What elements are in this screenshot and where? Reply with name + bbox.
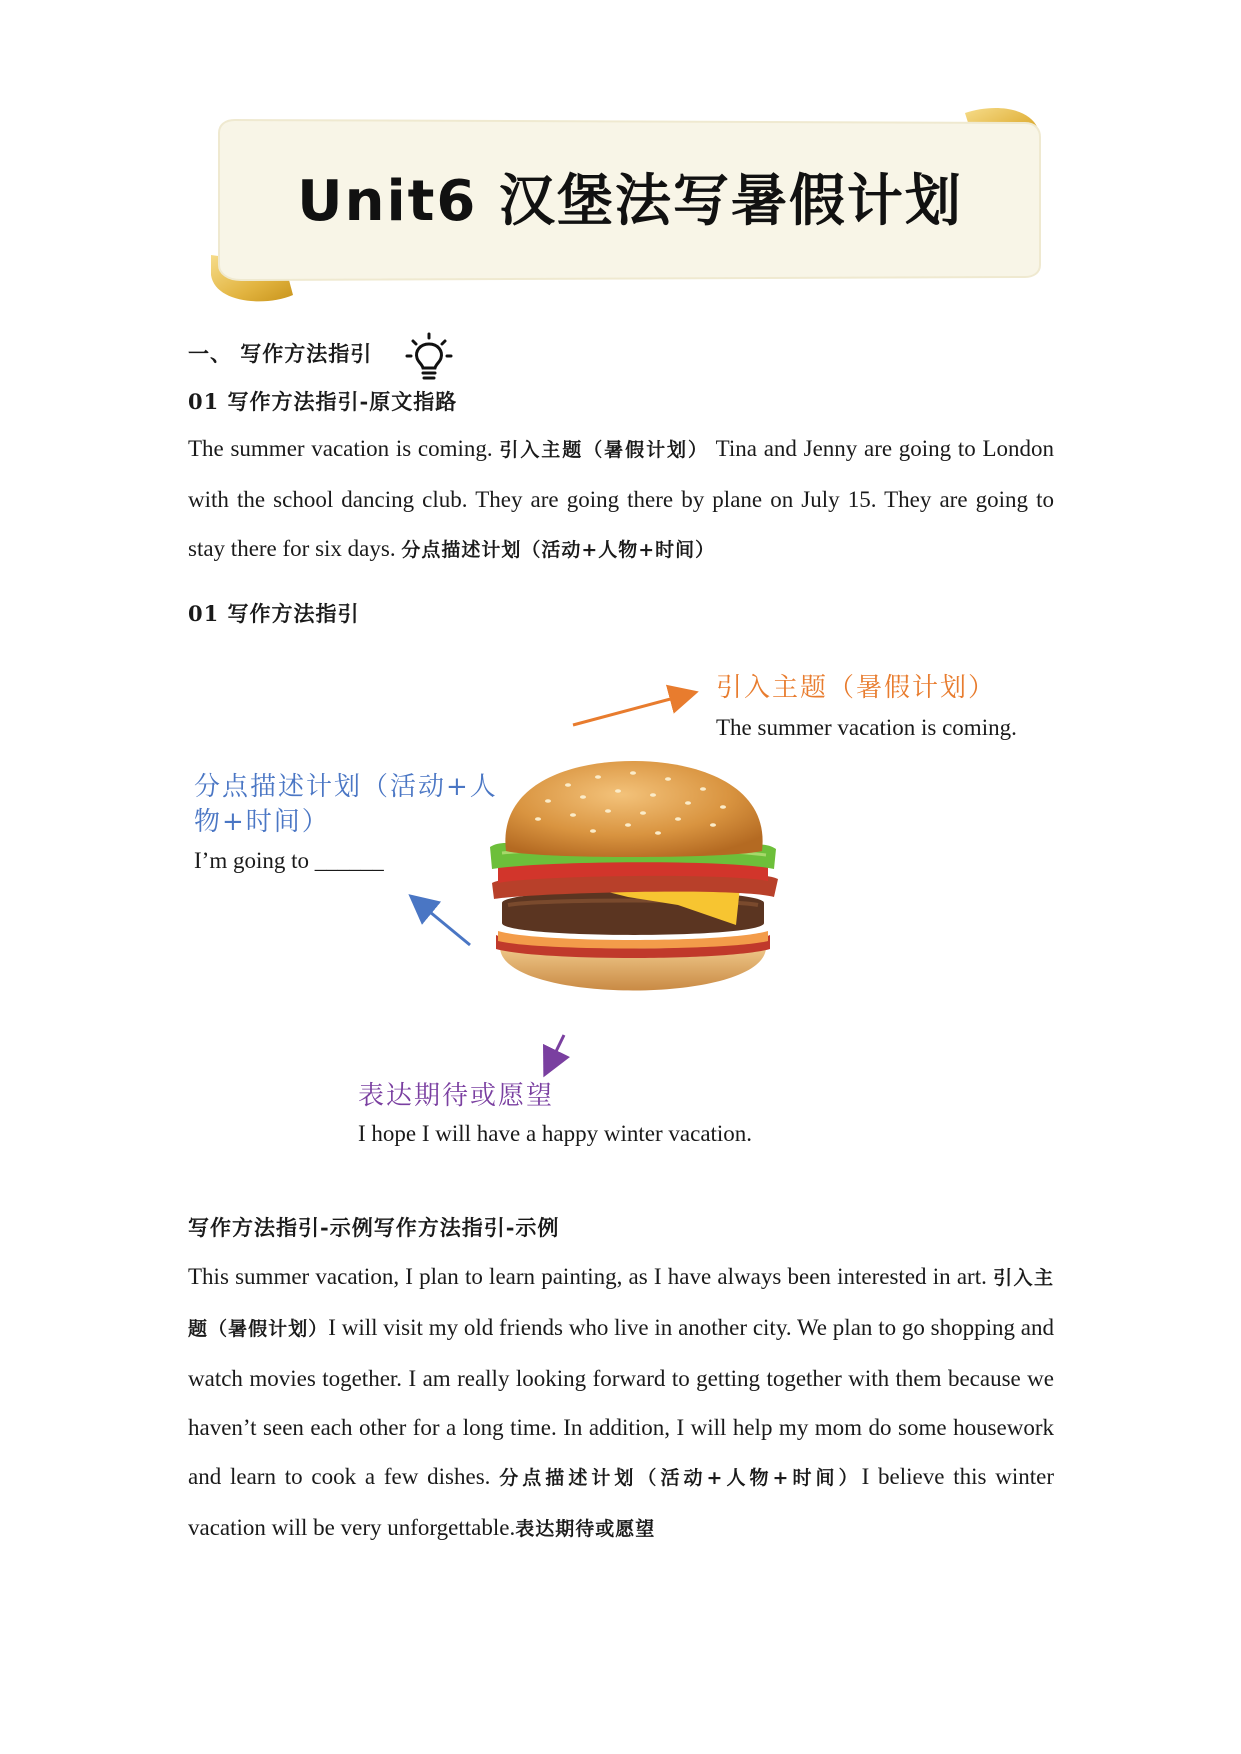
tag-describe-plan: 分点描述计划（活动+人物+时间）: [401, 539, 716, 561]
section-heading-text: 一、 写作方法指引: [188, 341, 373, 366]
arrow-orange: [573, 693, 693, 725]
example-tag-wish: 表达期待或愿望: [515, 1518, 656, 1540]
page-title: Unit6 汉堡法写暑假计划: [297, 169, 963, 234]
original-sentence-1: The summer vacation is coming.: [188, 436, 493, 461]
section-heading: [188, 338, 372, 368]
example-passage: [188, 1252, 1054, 1554]
title-banner: [205, 105, 1055, 305]
example-tag-plan: 分点描述计划（活动+人物+时间）: [499, 1467, 862, 1489]
example-sentence-1: This summer vacation, I plan to learn painting, as I have always been interested in art.: [188, 1264, 987, 1289]
arrow-purple: [546, 1035, 564, 1072]
text-intro-example: The summer vacation is coming.: [716, 715, 1017, 740]
hamburger-illustration: [478, 755, 788, 1020]
subheading-method: 01 写作方法指引: [188, 601, 360, 626]
label-express-wish: 表达期待或愿望: [358, 1081, 555, 1111]
label-describe-plan: 分点描述计划（活动+人物+时间）: [194, 772, 498, 837]
subheading-example: 写作方法指引-示例写作方法指引-示例: [188, 1215, 560, 1240]
hamburger-diagram: [188, 655, 1054, 1175]
label-intro-topic: 引入主题（暑假计划）: [716, 673, 997, 703]
original-sentence-2: Tina and Jenny are going to London with the school dancing club. They are going there by plane on July 15. They are going to stay there for six days.: [188, 436, 1055, 561]
tag-intro-topic: 引入主题（暑假计划）: [499, 439, 709, 461]
lightbulb-icon: [405, 332, 453, 384]
arrow-blue: [413, 898, 470, 945]
text-plan-example: I’m going to ______: [194, 848, 384, 873]
text-wish-example: I hope I will have a happy winter vacation.: [358, 1121, 753, 1146]
example-sentence-3: I believe this winter vacation will be very unforgettable.: [188, 1464, 1055, 1540]
example-sentence-2: I will visit my old friends who live in another city. We plan to go shopping and watch movies together. I am really looking forward to getting together with them because we haven’t seen each other for a long time. In addition, I will help my mom do some housework and learn to cook a few dishes.: [188, 1315, 1054, 1489]
subheading-original: 01 写作方法指引-原文指路: [188, 389, 458, 414]
original-passage: [188, 424, 1054, 575]
example-tag-intro: 引入主题（暑假计划）: [188, 1267, 1054, 1340]
